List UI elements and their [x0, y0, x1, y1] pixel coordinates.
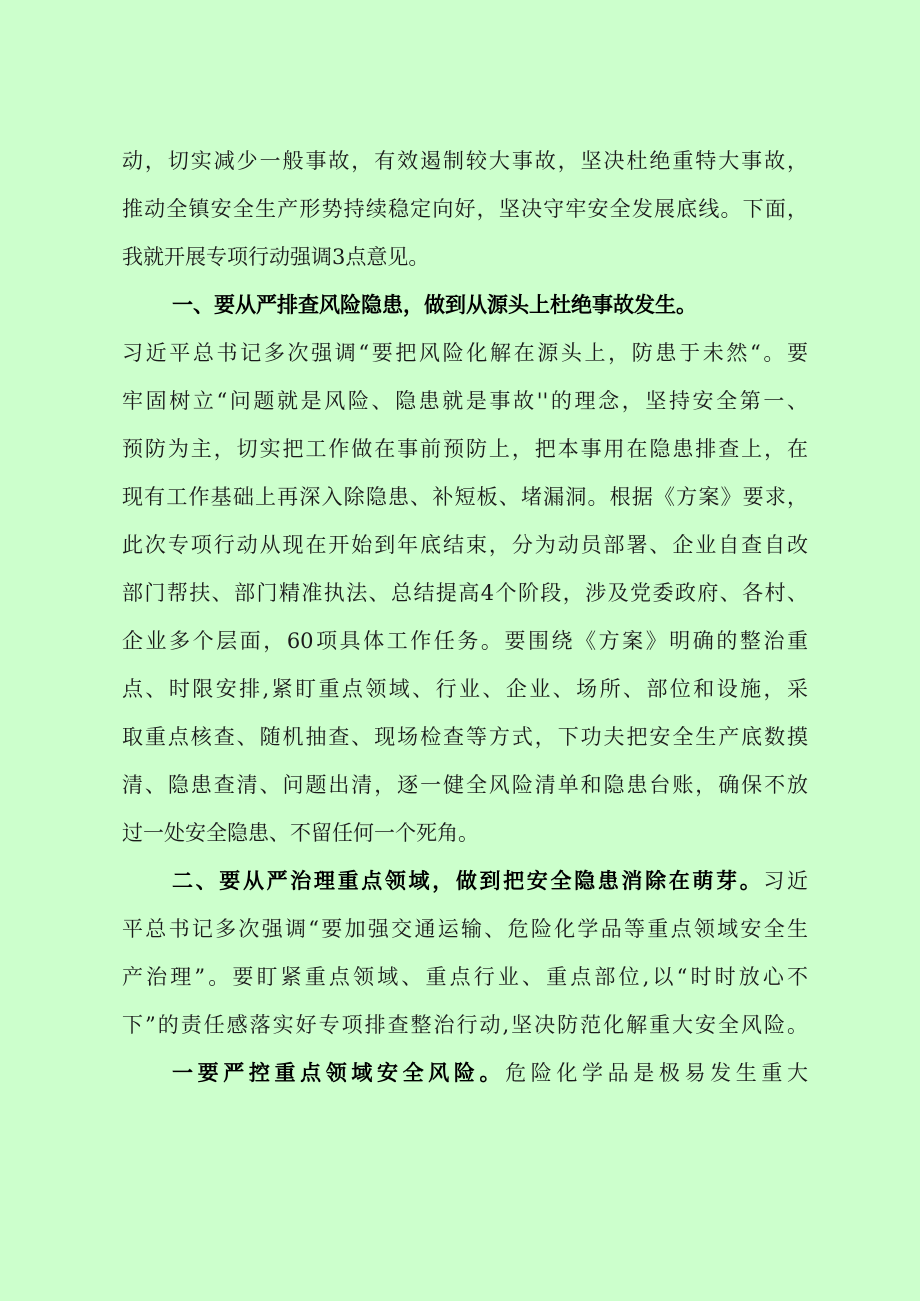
text-line: 过一处安全隐患、不留任何一个死角。: [122, 821, 479, 845]
text-line: 取重点核查、随机抽查、现场检查等方式，下功夫把安全生产底数摸: [122, 725, 808, 749]
text-line: 我就开展专项行动强调3点意见。: [122, 245, 430, 269]
text-line: 牢固树立“问题就是风险、隐患就是事故''的理念，坚持安全第一、: [122, 389, 808, 413]
text-line: 此次专项行动从现在开始到年底结束，分为动员部署、企业自查自改: [122, 533, 808, 557]
text-line: 产治理”。要盯紧重点领域、重点行业、重点部位,以“时时放心不: [122, 965, 808, 989]
text-line: 预防为主，切实把工作做在事前预防上，把本事用在隐患排查上，在: [122, 437, 808, 461]
section-heading-2: [172, 861, 808, 901]
text-line: 清、隐患查清、问题出清，逐一健全风险清单和隐患台账，确保不放: [122, 773, 808, 797]
text-line: 动，切实减少一般事故，有效遏制较大事故，坚决杜绝重特大事故，: [122, 149, 808, 173]
text-line: 企业多个层面，60项具体工作任务。要围绕《方案》明确的整治重: [122, 629, 808, 653]
text-line: 下”的责任感落实好专项排查整治行动,坚决防范化解重大安全风险。: [122, 1013, 808, 1037]
text-line: 点、时限安排,紧盯重点领域、行业、企业、场所、部位和设施，采: [122, 677, 808, 701]
subsection-heading-1: [172, 1053, 808, 1093]
heading-continuation: 危险化学品是极易发生重大: [505, 1061, 808, 1085]
heading-text: 一要严控重点领域安全风险。: [172, 1060, 506, 1085]
text-line: 部门帮扶、部门精准执法、总结提高4个阶段，涉及党委政府、各村、: [122, 581, 808, 605]
text-line: 平总书记多次强调“要加强交通运输、危险化学品等重点领域安全生: [122, 917, 808, 941]
text-line: 推动全镇安全生产形势持续稳定向好，坚决守牢安全发展底线。下面，: [122, 197, 808, 221]
section-heading-1: [172, 285, 808, 325]
heading-text: 一、要从严排查风险隐患，做到从源头上杜绝事故发生。: [172, 292, 697, 317]
text-line: 习近平总书记多次强调“要把风险化解在源头上，防患于未然“。要: [122, 341, 808, 365]
heading-continuation: 习近: [763, 869, 808, 893]
text-line: 现有工作基础上再深入除隐患、补短板、堵漏洞。根据《方案》要求，: [122, 485, 808, 509]
heading-text: 二、要从严治理重点领域，做到把安全隐患消除在萌芽。: [172, 868, 764, 893]
